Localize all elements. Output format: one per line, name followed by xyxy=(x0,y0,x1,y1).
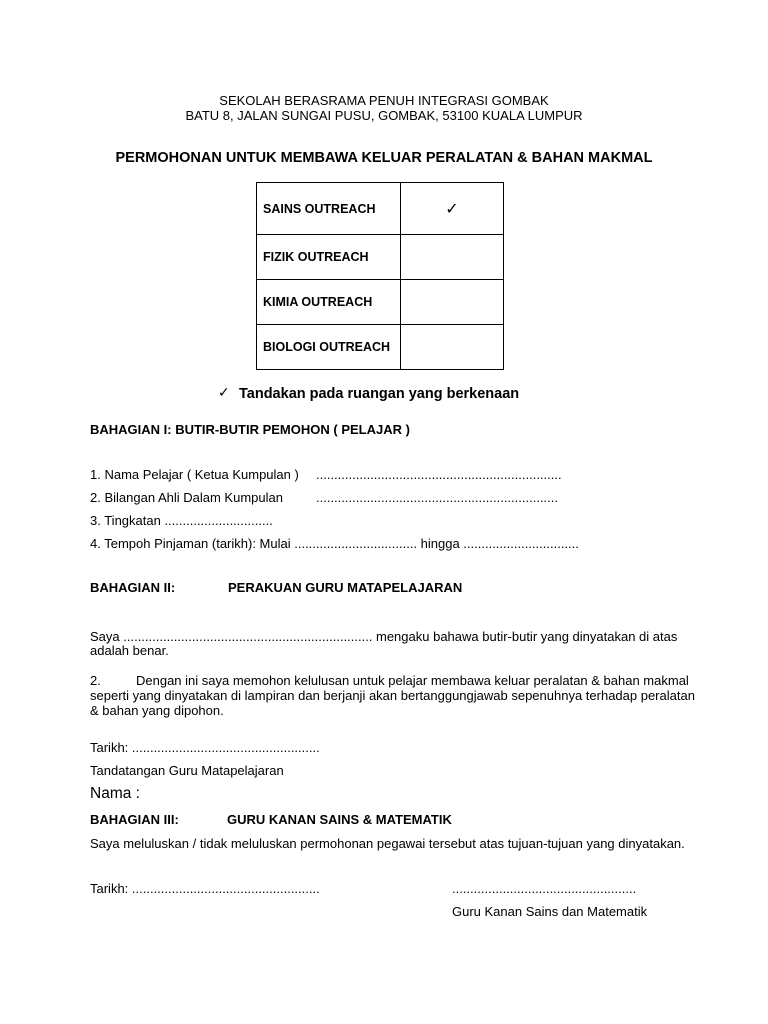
request-text-line2: seperti yang dinyatakan di lampiran dan berjanji akan bertanggungjawab sepenuhnya terhadap peralatan xyxy=(90,688,695,703)
form-title: PERMOHONAN UNTUK MEMBAWA KELUAR PERALATAN & BAHAN MAKMAL xyxy=(115,150,653,166)
section3-heading-number: BAHAGIAN III: xyxy=(90,812,179,827)
teacher-name-field: Saya ..................................................................... xyxy=(90,629,373,644)
section2-heading-number: BAHAGIAN II: xyxy=(90,580,176,595)
outreach-label: BIOLOGI OUTREACH xyxy=(257,325,401,370)
senior-teacher-signature-field: ................................................... xyxy=(452,881,637,896)
table-row xyxy=(257,325,504,370)
instruction-text: Tandakan pada ruangan yang berkenaan xyxy=(239,386,520,402)
section2-heading: PERAKUAN GURU MATAPELAJARAN xyxy=(228,580,463,595)
outreach-label: FIZIK OUTREACH xyxy=(257,235,401,280)
checkbox-cell xyxy=(401,235,504,280)
table-row xyxy=(257,235,504,280)
school-address: BATU 8, JALAN SUNGAI PUSU, GOMBAK, 53100 KUALA LUMPUR xyxy=(185,108,583,123)
outreach-label: KIMIA OUTREACH xyxy=(257,280,401,325)
senior-teacher-title: Guru Kanan Sains dan Matematik xyxy=(452,904,648,919)
check-mark-icon: ✓ xyxy=(218,384,230,400)
teacher-name-label: Nama : xyxy=(90,785,140,802)
outreach-label: SAINS OUTREACH xyxy=(257,183,401,235)
section3-heading: GURU KANAN SAINS & MATEMATIK xyxy=(227,812,452,827)
student-name-label: 1. Nama Pelajar ( Ketua Kumpulan ) xyxy=(90,467,299,482)
check-mark-icon: ✓ xyxy=(401,183,504,235)
teacher-signature-label: Tandatangan Guru Matapelajaran xyxy=(90,763,284,778)
group-size-field: ................................................................... xyxy=(316,490,558,505)
group-size-label: 2. Bilangan Ahli Dalam Kumpulan xyxy=(90,490,283,505)
table-row xyxy=(257,183,504,235)
form-level-field: 3. Tingkatan .............................. xyxy=(90,513,273,528)
approval-statement: Saya meluluskan / tidak meluluskan permohonan pegawai tersebut atas tujuan-tujuan yang dinyatakan. xyxy=(90,836,685,851)
checkbox-cell xyxy=(401,280,504,325)
outreach-table xyxy=(256,182,504,370)
request-text-line1: Dengan ini saya memohon kelulusan untuk pelajar membawa keluar peralatan & bahan makmal xyxy=(136,673,689,688)
table-row xyxy=(257,280,504,325)
declaration-text: mengaku bahawa butir-butir yang dinyatakan di atas xyxy=(376,629,678,644)
senior-teacher-date-field: Tarikh: .................................................... xyxy=(90,881,320,896)
request-text-line3: & bahan yang dipohon. xyxy=(90,703,224,718)
loan-period-field: 4. Tempoh Pinjaman (tarikh): Mulai .................................. hingga ................................ xyxy=(90,536,579,551)
school-name: SEKOLAH BERASRAMA PENUH INTEGRASI GOMBAK xyxy=(219,93,549,108)
section1-heading: BAHAGIAN I: BUTIR-BUTIR PEMOHON ( PELAJAR ) xyxy=(90,422,410,437)
student-name-field: .................................................................... xyxy=(316,467,562,482)
teacher-date-field: Tarikh: .................................................... xyxy=(90,740,320,755)
declaration-text-cont: adalah benar. xyxy=(90,643,169,658)
checkbox-cell xyxy=(401,325,504,370)
paragraph-number: 2. xyxy=(90,673,101,688)
